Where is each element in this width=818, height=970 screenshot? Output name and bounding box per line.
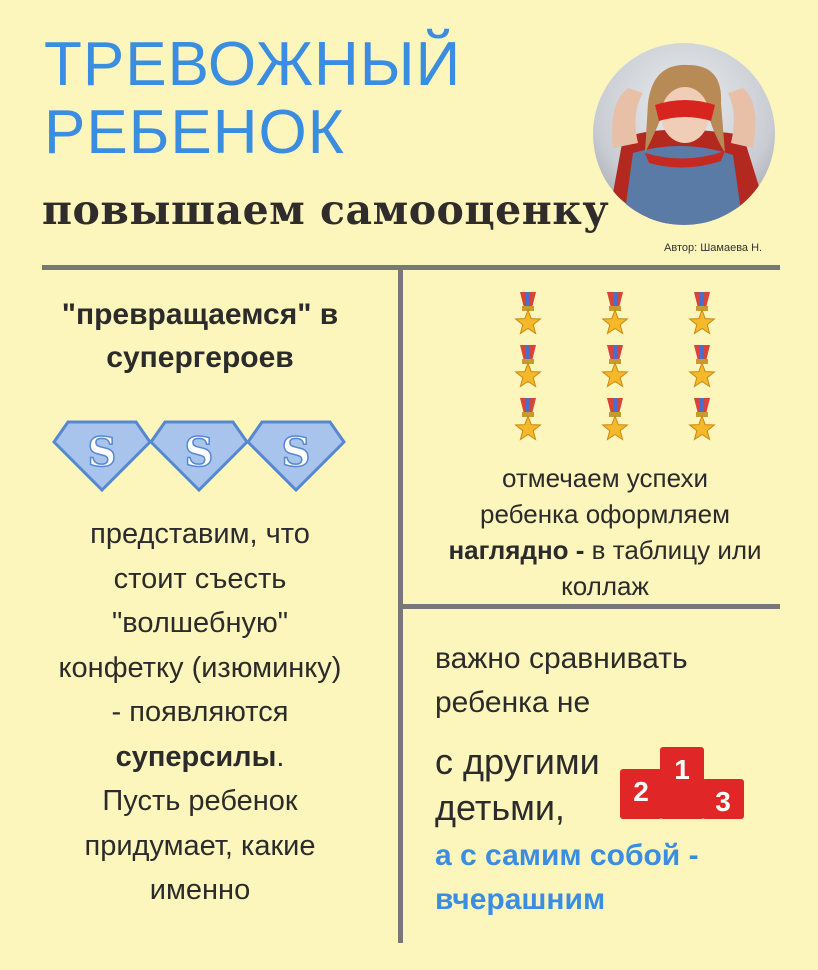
- success-tracking-text: [425, 460, 785, 604]
- medal-icon: [690, 292, 715, 334]
- superman-logo-icon: [248, 422, 344, 490]
- title-line-2: РЕБЕНОК: [44, 98, 345, 167]
- medal-icon: [603, 345, 628, 387]
- medal-icon: [516, 398, 541, 440]
- medal-icon: [690, 398, 715, 440]
- podium-label-2: 2: [633, 776, 649, 807]
- success-line-3: в таблицу или: [584, 535, 762, 565]
- medal-icon: [516, 292, 541, 334]
- superpower-description: [30, 512, 370, 913]
- superman-logo-icon: [54, 422, 150, 490]
- success-line-4: коллаж: [561, 571, 649, 601]
- body-period: .: [276, 740, 285, 773]
- podium-icon: [620, 745, 744, 826]
- superman-logo-icons: [50, 418, 350, 496]
- compare-line-6: вчерашним: [435, 883, 606, 916]
- body-line: придумает, какие: [84, 829, 316, 862]
- body-line: "волшебную": [111, 607, 289, 639]
- medal-icon: [603, 292, 628, 334]
- podium-graphic: [620, 745, 744, 821]
- medal-icons: [508, 290, 728, 450]
- subtitle: повышаем самооценку: [42, 186, 610, 234]
- heading-part-1: "превращаемся" в: [61, 298, 339, 331]
- right-section-divider: [403, 604, 780, 609]
- success-line-1: отмечаем успехи: [501, 463, 709, 493]
- compare-line-2: ребенка не: [435, 686, 591, 719]
- compare-line-1: важно сравнивать: [435, 642, 688, 675]
- heading-part-2: супергероев: [106, 341, 294, 374]
- body-line: Пусть ребенок: [102, 785, 298, 817]
- superhero-heading: [40, 293, 360, 379]
- author-credit: Автор: Шамаева Н.: [664, 242, 763, 254]
- medal-icon: [690, 345, 715, 387]
- superman-logos: [50, 418, 350, 501]
- medal-icon: [603, 398, 628, 440]
- title-line-1: ТРЕВОЖНЫЙ: [44, 30, 462, 99]
- body-line: представим, что: [90, 518, 310, 550]
- visually-bold: наглядно -: [448, 535, 585, 565]
- compare-line-5: а с самим собой -: [435, 839, 699, 872]
- success-line-2: ребенка оформляем: [480, 499, 730, 529]
- podium-label-1: 1: [674, 754, 690, 785]
- svg-text:S: S: [281, 429, 311, 476]
- body-line: стоит съесть: [113, 562, 287, 595]
- medal-icon: [516, 345, 541, 387]
- body-line: именно: [149, 874, 251, 906]
- podium-label-3: 3: [715, 786, 731, 817]
- svg-text:S: S: [184, 429, 214, 476]
- body-line: конфетку (изюминку): [58, 651, 342, 684]
- compare-line-3: с другими: [435, 741, 600, 782]
- superpowers-bold: суперсилы: [115, 740, 277, 773]
- superhero-child-photo: [593, 43, 775, 225]
- compare-line-4: детьми,: [435, 787, 565, 828]
- body-line: - появляются: [111, 696, 289, 728]
- svg-text:S: S: [87, 429, 117, 476]
- superman-logo-icon: [151, 422, 247, 490]
- medals-grid: [508, 290, 728, 455]
- header-divider: [42, 265, 780, 270]
